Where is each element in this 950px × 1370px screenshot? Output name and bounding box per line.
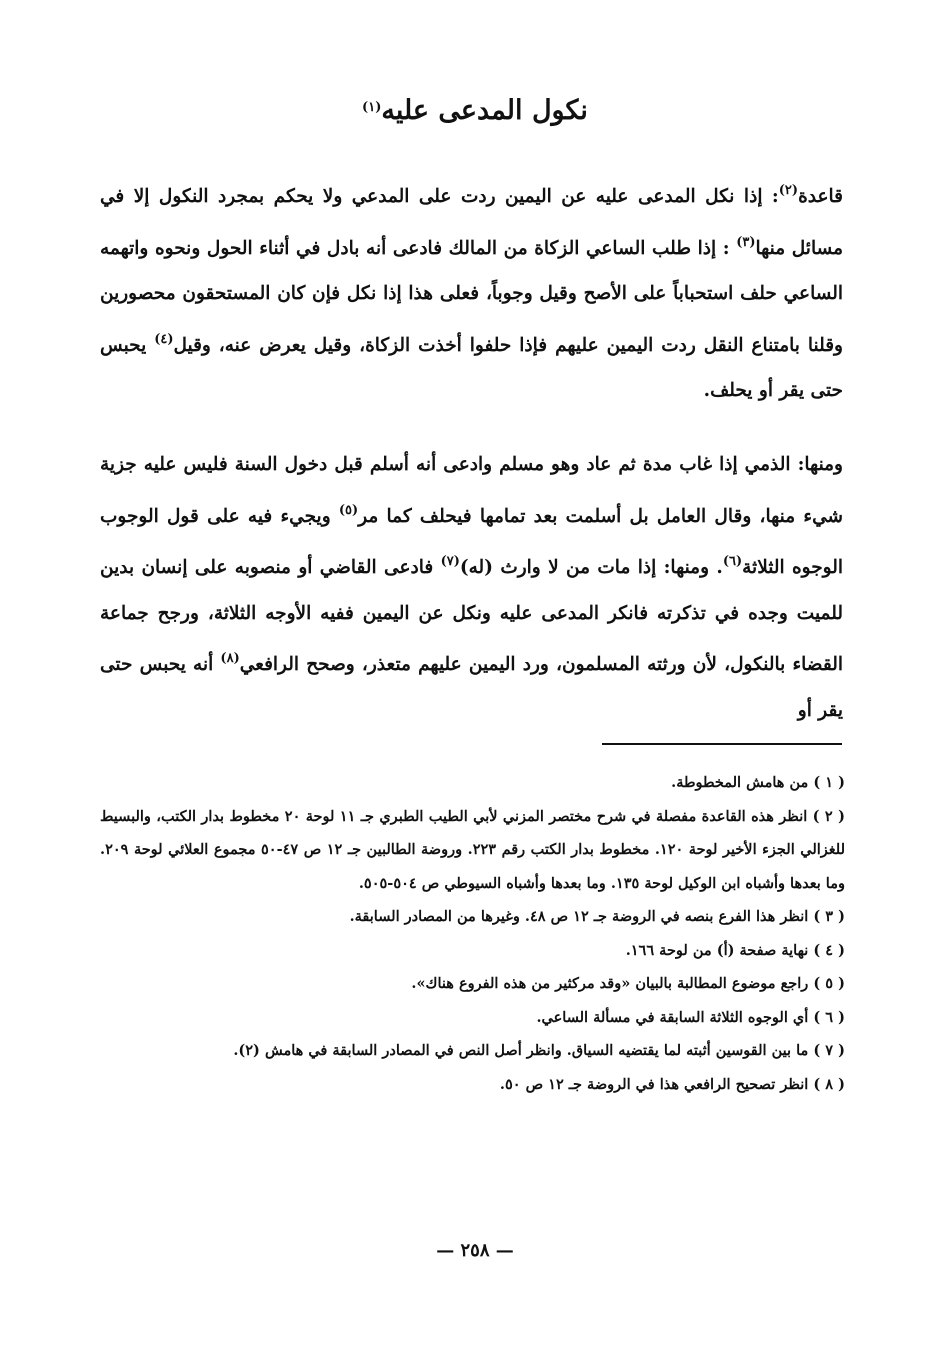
title-text: نكول المدعى عليه — [381, 95, 588, 126]
footnote — [100, 967, 845, 1001]
footnote-number: ( ٦ ) — [813, 1008, 845, 1026]
footnote-text: راجع موضوع المطالبة بالبيان «وقد مركثير من هذه الفروع هناك». — [411, 975, 809, 992]
footnote-ref: (٥) — [338, 502, 359, 518]
footnote-number: ( ٤ ) — [813, 941, 845, 959]
footnote-text: ما بين القوسين أثبته لما يقتضيه السياق. وانظر أصل النص في المصادر السابقة في هامش (٢). — [233, 1042, 809, 1059]
footnote-number: ( ٥ ) — [813, 975, 845, 992]
footnote-ref: (٣) — [736, 234, 756, 250]
page-number: — ٢٥٨ — — [436, 1240, 514, 1261]
footnote — [100, 766, 845, 800]
footnote-ref: (٧) — [440, 554, 460, 569]
footnote-number: ( ٨ ) — [813, 1075, 845, 1093]
paragraph-text: أنه يحبس حتى يقر أو — [100, 654, 843, 721]
footnote — [100, 800, 845, 901]
footnote-number: ( ٢ ) — [812, 807, 845, 825]
footnote-number: ( ١ ) — [813, 774, 845, 791]
rule-heading: قاعدة — [798, 186, 843, 207]
footnote — [100, 900, 845, 934]
paragraph-text: ومنها: الذمي إذا غاب مدة ثم عاد وهو مسلم وادعى أنه أسلم قبل دخول السنة فليس عليه جزية شيء منها، وقال العامل بل أسلمت بعد تمامها فيحلف كما مر — [100, 454, 843, 527]
page-title — [0, 88, 950, 131]
body-paragraph — [100, 168, 843, 414]
paragraph-text: : إذا نكل المدعى عليه عن اليمين ردت على المدعي ولا يحكم بمجرد النكول إلا في مسائل منها — [100, 186, 843, 259]
footnote-text: من هامش المخطوطة. — [671, 774, 809, 791]
footnote-text: نهاية صفحة (أ) من لوحة ١٦٦. — [625, 941, 809, 959]
footnote-ref: (٦) — [722, 554, 743, 569]
footnote-number: ( ٧ ) — [813, 1042, 845, 1059]
footnote — [100, 1001, 845, 1035]
footnote — [100, 934, 845, 968]
footnote-number: ( ٣ ) — [813, 908, 845, 925]
paragraph-text: . ومنها: إذا مات من لا وارث (له) — [459, 557, 723, 578]
footnote-ref: (٤) — [154, 331, 174, 347]
footnote-ref: (١) — [362, 100, 382, 115]
body-paragraph — [100, 442, 843, 733]
footnote-ref: (٨) — [220, 651, 240, 666]
footnote-text: انظر هذه القاعدة مفصلة في شرح مختصر المزني لأبي الطيب الطبري جـ ١١ لوحة ٢٠ مخطوط بدار الكتب، والبسيط للغزالي الجزء الأخير لوحة ١٢٠. مخطوط بدار الكتب رقم ٢٢٣. وروضة الطالبين جـ ١٢ ص ٤٧-٥٠ مجموع العلائي لوحة ٢٠٩. وما بعدها وأشباه ابن الوكيل لوحة ١٣٥. وما بعدها وأشباه السيوطي ص ٥٠٤-٥٠٥. — [100, 807, 845, 892]
footnote-text: أي الوجوه الثلاثة السابقة في مسألة الساعي. — [536, 1008, 809, 1026]
paragraph-text: : إذا طلب الساعي الزكاة من المالك فادعى أنه بادل في أثناء الحول ونحوه واتهمه الساعي حلف استحباباً على الأصح وقيل وجوباً، فعلى هذا إذا نكل فإن كان المستحقون محصورين وقلنا بامتناع النقل ردت اليمين عليهم فإذا حلفوا أخذت الزكاة، وقيل يعرض عنه، وقيل — [100, 237, 843, 356]
paragraph-text: يحبس حتى يقر أو يحلف. — [100, 334, 843, 401]
footnotes-section — [100, 766, 845, 1101]
footnote — [100, 1068, 845, 1102]
paragraph-text: ويجيء فيه على قول الوجوب الوجوه الثلاثة — [100, 505, 843, 578]
footnote — [100, 1034, 845, 1068]
footnote-separator — [602, 743, 842, 745]
footnote-text: انظر تصحيح الرافعي هذا في الروضة جـ ١٢ ص ٥٠. — [499, 1075, 809, 1093]
footnote-text: انظر هذا الفرع بنصه في الروضة جـ ١٢ ص ٤٨. وغيرها من المصادر السابقة. — [349, 908, 809, 925]
paragraph-text: فادعى القاضي أو منصوبه على إنسان بدين للميت وجده في تذكرته فانكر المدعى عليه ونكل عن اليمين ففيه الأوجه الثلاثة، ورجح جماعة القضاء بالنكول، لأن ورثته المسلمون، ورد اليمين عليهم متعذر، وصحح الرافعي — [100, 557, 843, 675]
footnote-ref: (٢) — [778, 183, 799, 198]
